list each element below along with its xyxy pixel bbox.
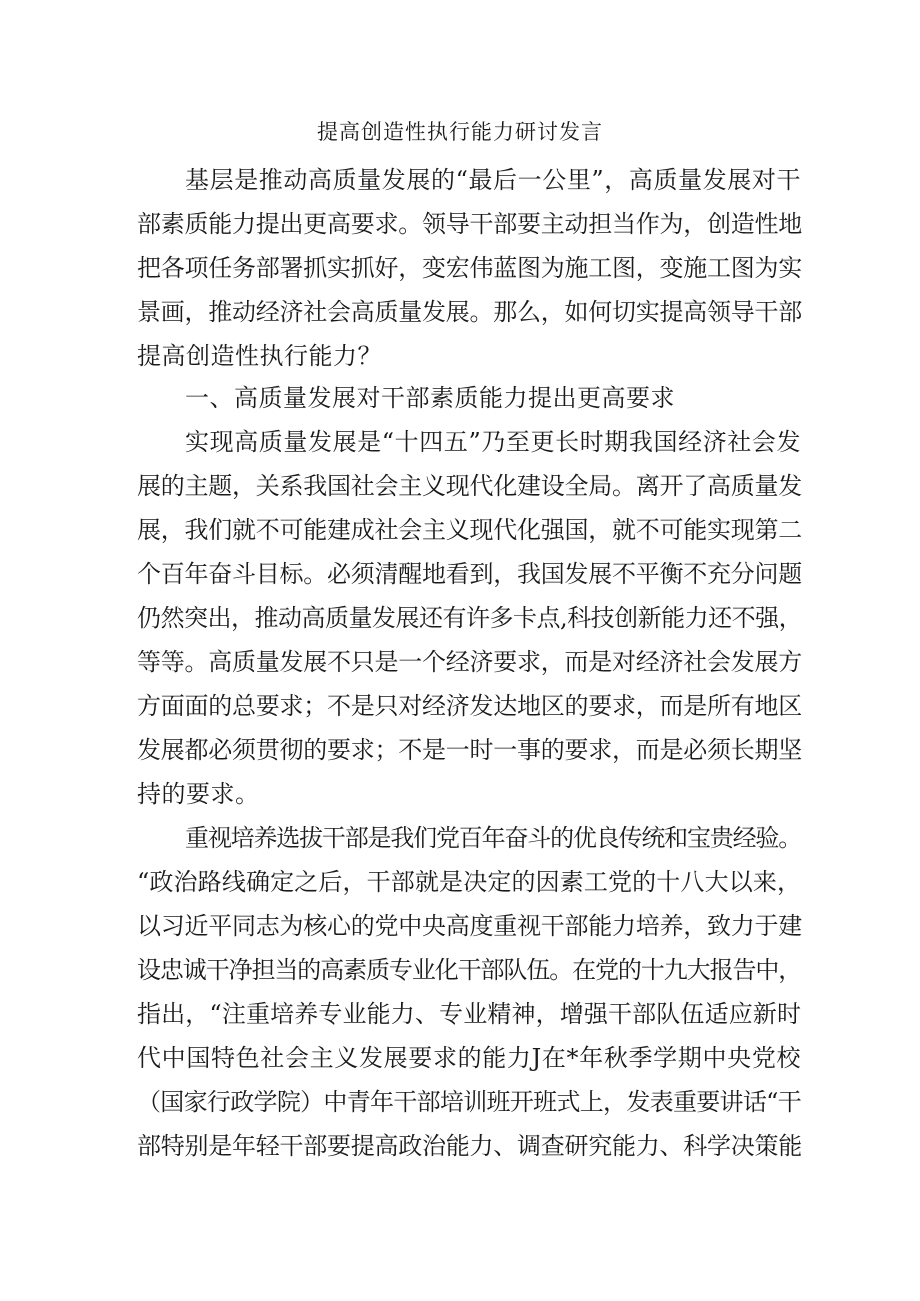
- paragraph-line: 个百年奋斗目标。必须清醒地看到，我国发展不平衡不充分问题: [137, 560, 802, 588]
- paragraph-line: 部特别是年轻干部要提高政治能力、调查研究能力、科学决策能: [137, 1132, 802, 1160]
- paragraph-line: 实现高质量发展是“十四五”乃至更长时期我国经济社会发: [185, 428, 801, 456]
- paragraph-line: 等等。高质量发展不只是一个经济要求，而是对经济社会发展方: [137, 648, 802, 676]
- paragraph-line: 以习近平同志为核心的党中央高度重视干部能力培养，致力于建: [137, 912, 802, 940]
- paragraph-line: （国家行政学院）中青年干部培训班开班式上，发表重要讲话“干: [137, 1088, 801, 1116]
- section-heading: 一、高质量发展对干部素质能力提出更高要求: [185, 384, 675, 412]
- paragraph-line: 代中国特色社会主义发展要求的能力J在*年秋季学期中央党校: [137, 1044, 801, 1072]
- paragraph-line: 指出，“注重培养专业能力、专业精神，增强干部队伍适应新时: [137, 1000, 801, 1028]
- paragraph-line: 重视培养选拔干部是我们党百年奋斗的优良传统和宝贵经验。: [185, 824, 801, 852]
- paragraph-line: 方面面的总要求；不是只对经济发达地区的要求，而是所有地区: [137, 692, 802, 720]
- paragraph-line: “政治路线确定之后，干部就是决定的因素工党的十八大以来，: [137, 868, 801, 896]
- paragraph-line: 基层是推动高质量发展的“最后一公里”，高质量发展对干: [185, 166, 801, 194]
- paragraph-line: 发展都必须贯彻的要求；不是一时一事的要求，而是必须长期坚: [137, 736, 802, 764]
- paragraph-line: 展，我们就不可能建成社会主义现代化强国，就不可能实现第二: [137, 516, 802, 544]
- paragraph-line: 景画，推动经济社会高质量发展。那么，如何切实提高领导干部: [137, 298, 802, 326]
- document-title: 提高创造性执行能力研讨发言: [317, 120, 603, 144]
- paragraph-line: 提高创造性执行能力？: [137, 342, 382, 370]
- paragraph-line: 展的主题，关系我国社会主义现代化建设全局。离开了高质量发: [137, 472, 802, 500]
- paragraph-line: 持的要求。: [137, 780, 260, 808]
- paragraph-line: 把各项任务部署抓实抓好，变宏伟蓝图为施工图，变施工图为实: [137, 254, 802, 282]
- paragraph-line: 部素质能力提出更高要求。领导干部要主动担当作为，创造性地: [137, 210, 802, 238]
- paragraph-line: 设忠诚干净担当的高素质专业化干部队伍。在党的十九大报告中，: [137, 956, 801, 984]
- paragraph-line: 仍然突出，推动高质量发展还有许多卡点,科技创新能力还不强，: [137, 604, 803, 632]
